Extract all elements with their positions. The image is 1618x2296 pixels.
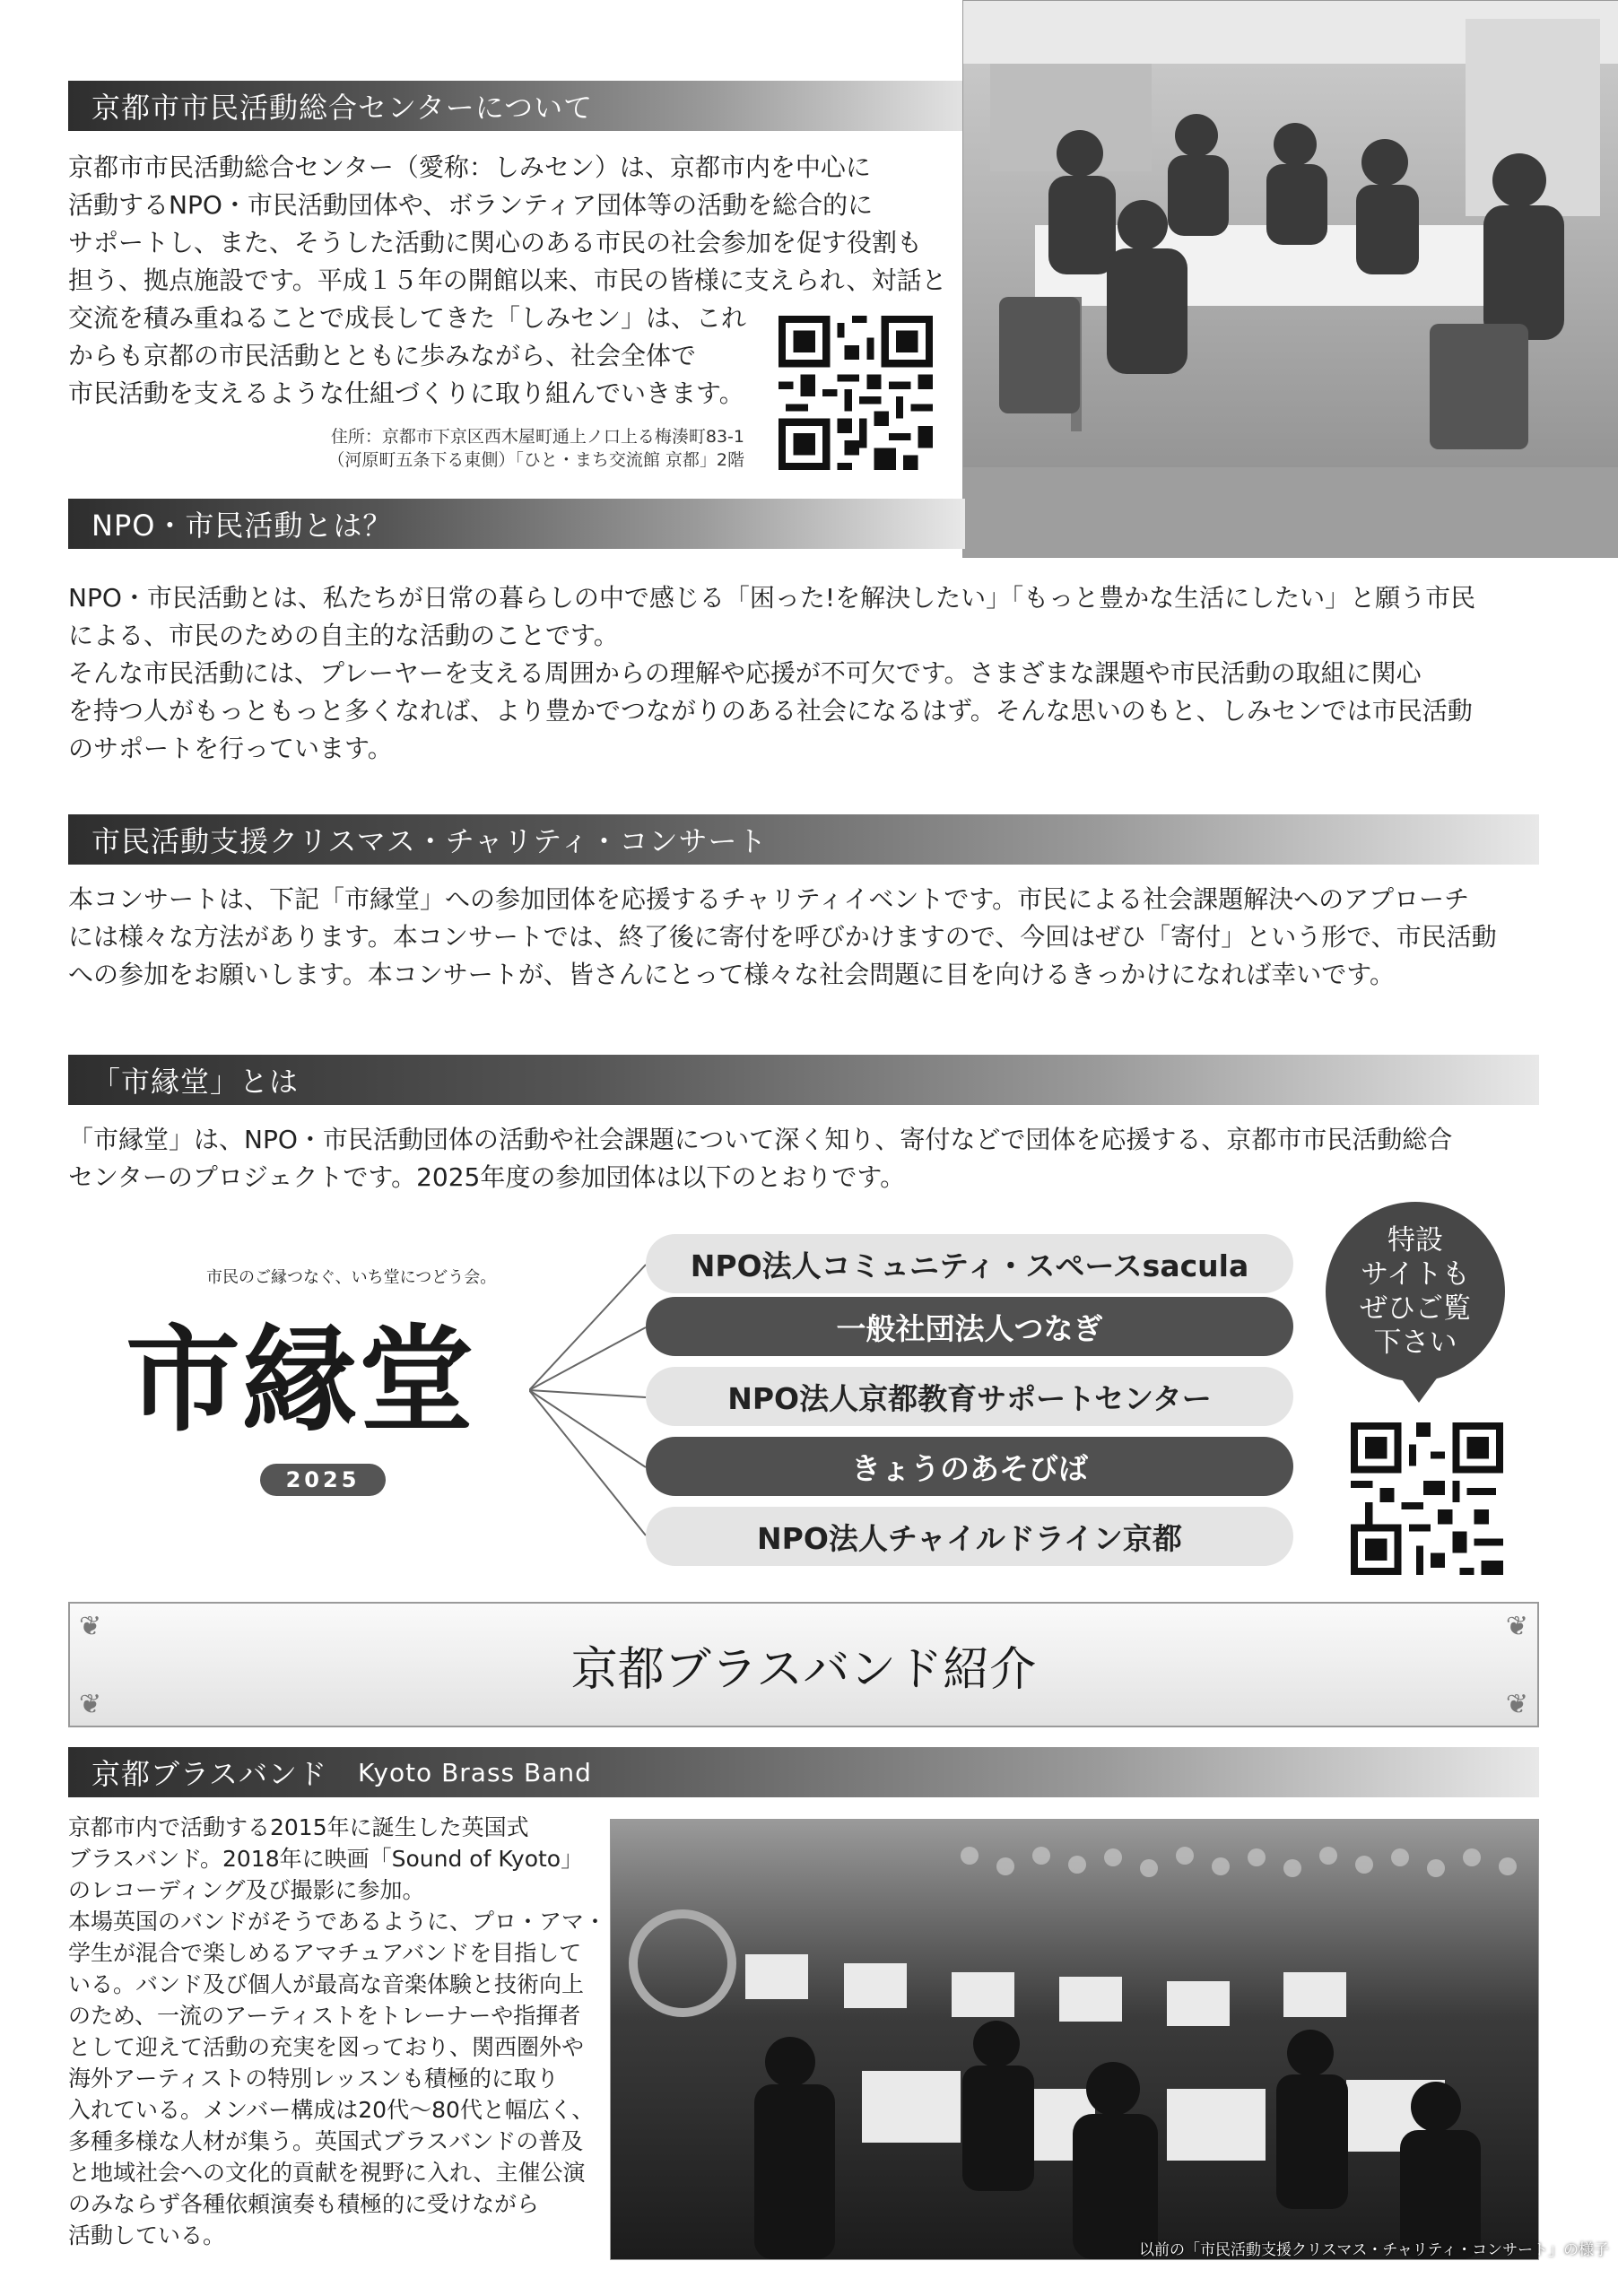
band-banner bbox=[68, 1602, 1539, 1727]
band-body: 京都市内で活動する2015年に誕生した英国式 ブラスバンド。2018年に映画「Sound of Kyoto」 のレコーディング及び撮影に参加。 本場英国のバンドがそうであるように、プロ・アマ・ 学生が混合で楽しめるアマチュアバンドを目指して いる。バンド及び個人が最高な音楽体験と技術向上 のため、一流のアーティストをトレーナーや指揮者 として迎えて活動の充実を図っており、関西圏外や 海外アーティストの特別レッスンも積極的に取り 入れている。メンバー構成は20代～80代と幅広く、 多種多様な人材が集う。英国式ブラスバンドの普及 と地域社会への文化的貢献を視野に入れ、主催公演 のみならず各種依頼演奏も積極的に受けながら 活動している。 bbox=[68, 1814, 607, 2248]
band-photo-caption: 以前の「市民活動支援クリスマス・チャリティ・コンサート」の様子 bbox=[1139, 2241, 1610, 2259]
ornament-icon: ❦ bbox=[79, 1689, 102, 1720]
heading-text: 市民活動支援クリスマス・チャリティ・コンサート bbox=[91, 824, 768, 858]
group-pill: NPO法人コミュニティ・スペースsacula bbox=[646, 1234, 1293, 1293]
ornament-icon: ❦ bbox=[79, 1611, 102, 1642]
group-pill: NPO法人京都教育サポートセンター bbox=[646, 1367, 1293, 1426]
special-site-bubble: 特設 サイトも ぜひご覧 下さい bbox=[1326, 1202, 1505, 1381]
heading-text: NPO・市民活動とは？ bbox=[91, 509, 393, 543]
group-pill: きょうのあそびば bbox=[646, 1437, 1293, 1496]
concert-body: 本コンサートは、下記「市縁堂」への参加団体を応援するチャリティイベントです。市民による社会課題解決へのアプローチ には様々な方法があります。本コンサートでは、終了後に寄付を呼びかけますので、今回はぜひ「寄付」という形で、市民活動 への参加をお願いします。本コンサートが、皆さんにとって様々な社会問題に目を向けるきっかけになれば幸いです。 bbox=[68, 884, 1497, 989]
ornament-icon: ❦ bbox=[1505, 1611, 1528, 1642]
heading-text: 京都ブラスバンド bbox=[91, 1757, 328, 1791]
qr-code-shimisen[interactable] bbox=[779, 316, 933, 470]
band-photo bbox=[610, 1819, 1539, 2260]
ornament-icon: ❦ bbox=[1505, 1689, 1528, 1720]
banner-title: 京都ブラスバンド紹介 bbox=[570, 1642, 1037, 1697]
heading-text: 「市縁堂」とは bbox=[91, 1065, 300, 1099]
section-heading-concert bbox=[68, 814, 1539, 865]
center-body: 京都市市民活動総合センター（愛称：しみセン）は、京都市内を中心に 活動するNPO・市民活動団体や、ボランティア団体等の活動を総合的に サポートし、また、そうした活動に関心のある市民の社会参加を促す役割も 担う、拠点施設です。平成１５年の開館以来、市民の皆様に支えられ、対話と 交流を積み重ねることで成長してきた「しみセン」は、これ からも京都の市民活動とともに歩みながら、社会全体で 市民活動を支えるような仕組づくりに取り組んでいきます。 bbox=[68, 152, 947, 408]
connector-lines bbox=[529, 1247, 655, 1552]
shiendo-body: 「市縁堂」は、NPO・市民活動団体の活動や社会課題について深く知り、寄付などで団体を応援する、京都市市民活動総合 センターのプロジェクトです。2025年度の参加団体は以下のとおりです。 bbox=[68, 1125, 1453, 1192]
group-pill: NPO法人チャイルドライン京都 bbox=[646, 1507, 1293, 1566]
logo-text: 市縁堂 bbox=[126, 1313, 476, 1448]
center-address: 住所：京都市下京区西木屋町通上ノ口上る梅湊町83-1 （河原町五条下る東側）「ひと・まち交流館 京都」2階 bbox=[327, 427, 744, 470]
heading-text-en: Kyoto Brass Band bbox=[358, 1757, 592, 1787]
section-heading-band bbox=[68, 1747, 1539, 1797]
section-heading-center bbox=[68, 81, 983, 131]
logo-tagline: 市民のご縁つなぐ、いち堂につどう会。 bbox=[206, 1268, 497, 1287]
npo-body: NPO・市民活動とは、私たちが日常の暮らしの中で感じる「困った!を解決したい」「もっと豊かな生活にしたい」と願う市民 による、市民のための自主的な活動のことです。 そんな市民活動には、プレーヤーを支える周囲からの理解や応援が不可欠です。さまざまな課題や市民活動の取組に関心 を持つ人がもっともっと多くなれば、より豊かでつながりのある社会になるはず。そんな思いのもと、しみセンでは市民活動 のサポートを行っています。 bbox=[68, 583, 1476, 763]
logo-year: 2025 bbox=[285, 1467, 361, 1492]
section-heading-npo bbox=[68, 499, 965, 549]
section-heading-shiendo bbox=[68, 1055, 1539, 1105]
bubble-tail bbox=[1399, 1376, 1439, 1403]
qr-code-special-site[interactable] bbox=[1351, 1422, 1503, 1575]
shiendo-logo bbox=[126, 1265, 529, 1507]
logo-year-badge bbox=[260, 1464, 386, 1496]
group-pill: 一般社団法人つなぎ bbox=[646, 1297, 1293, 1356]
heading-text: 京都市市民活動総合センターについて bbox=[91, 91, 594, 125]
center-photo bbox=[962, 0, 1618, 558]
